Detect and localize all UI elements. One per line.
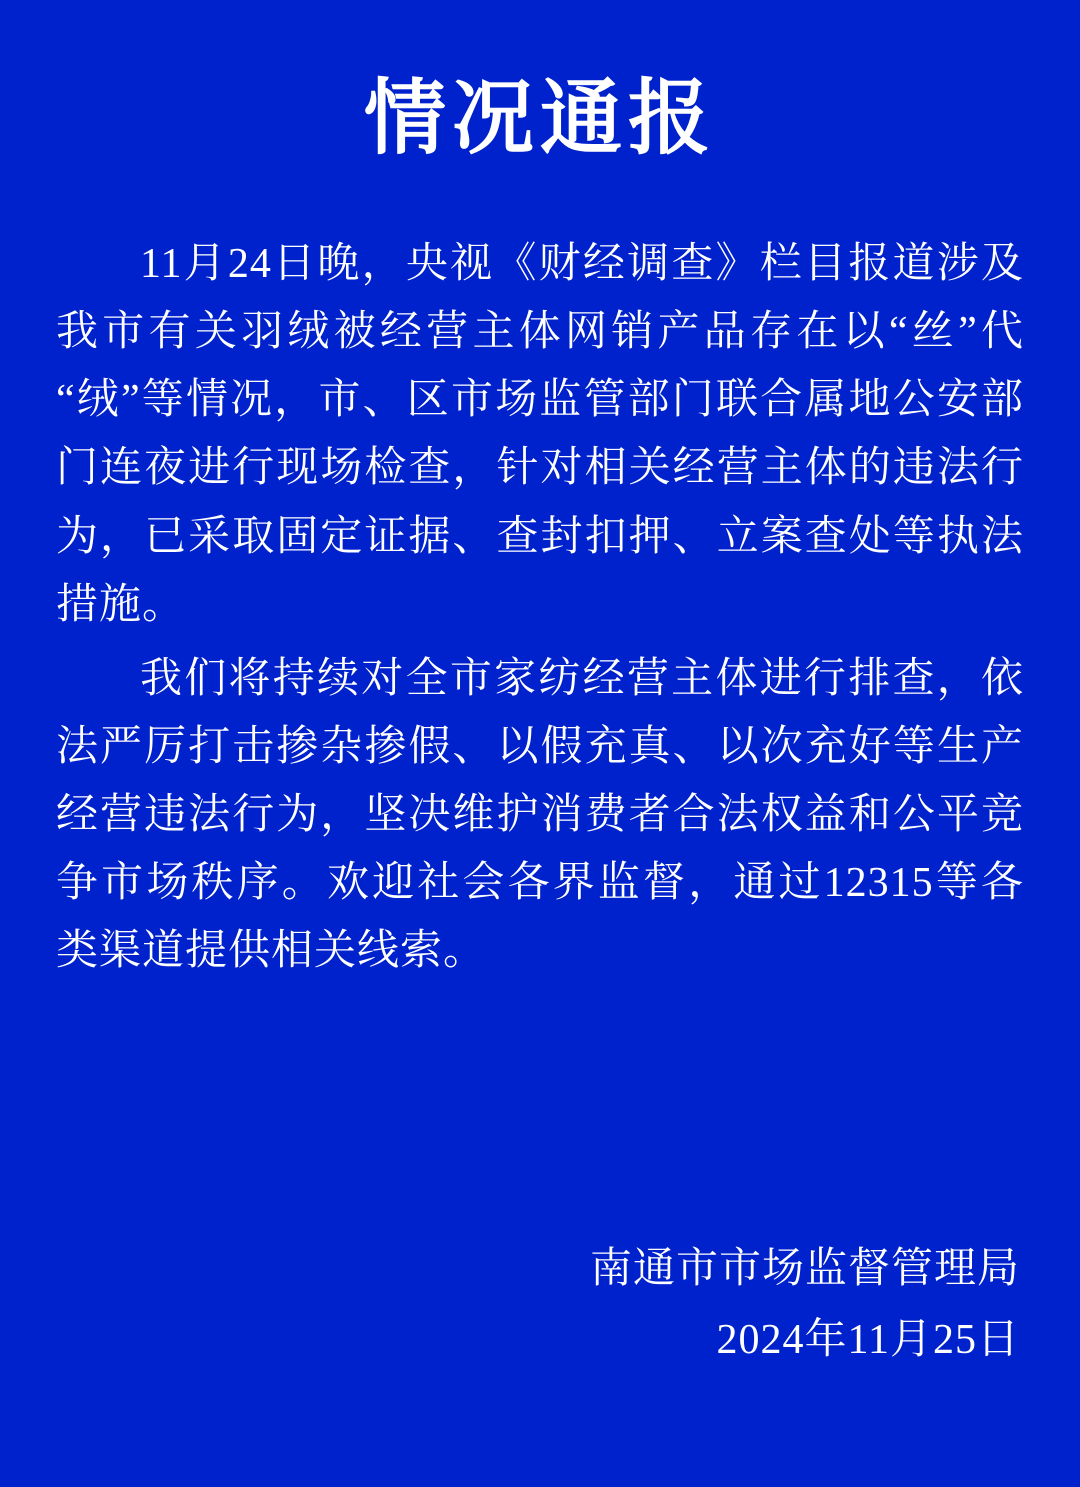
notice-paragraph: 我们将持续对全市家纺经营主体进行排查，依法严厉打击掺杂掺假、以假充真、以次充好等生产经营违法行为，坚决维护消费者合法权益和公平竞争市场秩序。欢迎社会各界监督，通过12315等各类渠道提供相关线索。 xyxy=(56,655,1024,974)
body-spacer xyxy=(56,991,1024,1237)
signature-organization: 南通市市场监督管理局 xyxy=(589,1245,1020,1292)
notice-body xyxy=(56,230,1024,990)
signature-date: 2024年11月25日 xyxy=(716,1316,1020,1363)
notice-paragraph: 11月24日晚，央视《财经调查》栏目报道涉及我市有关羽绒被经营主体网销产品存在以“丝”代“绒”等情况，市、区市场监管部门联合属地公安部门连夜进行现场检查，针对相关经营主体的违法行为，已采取固定证据、查封扣押、立案查处等执法措施。 xyxy=(56,241,1024,628)
page-title: 情况通报 xyxy=(363,73,716,164)
signature-block xyxy=(56,1237,1024,1447)
